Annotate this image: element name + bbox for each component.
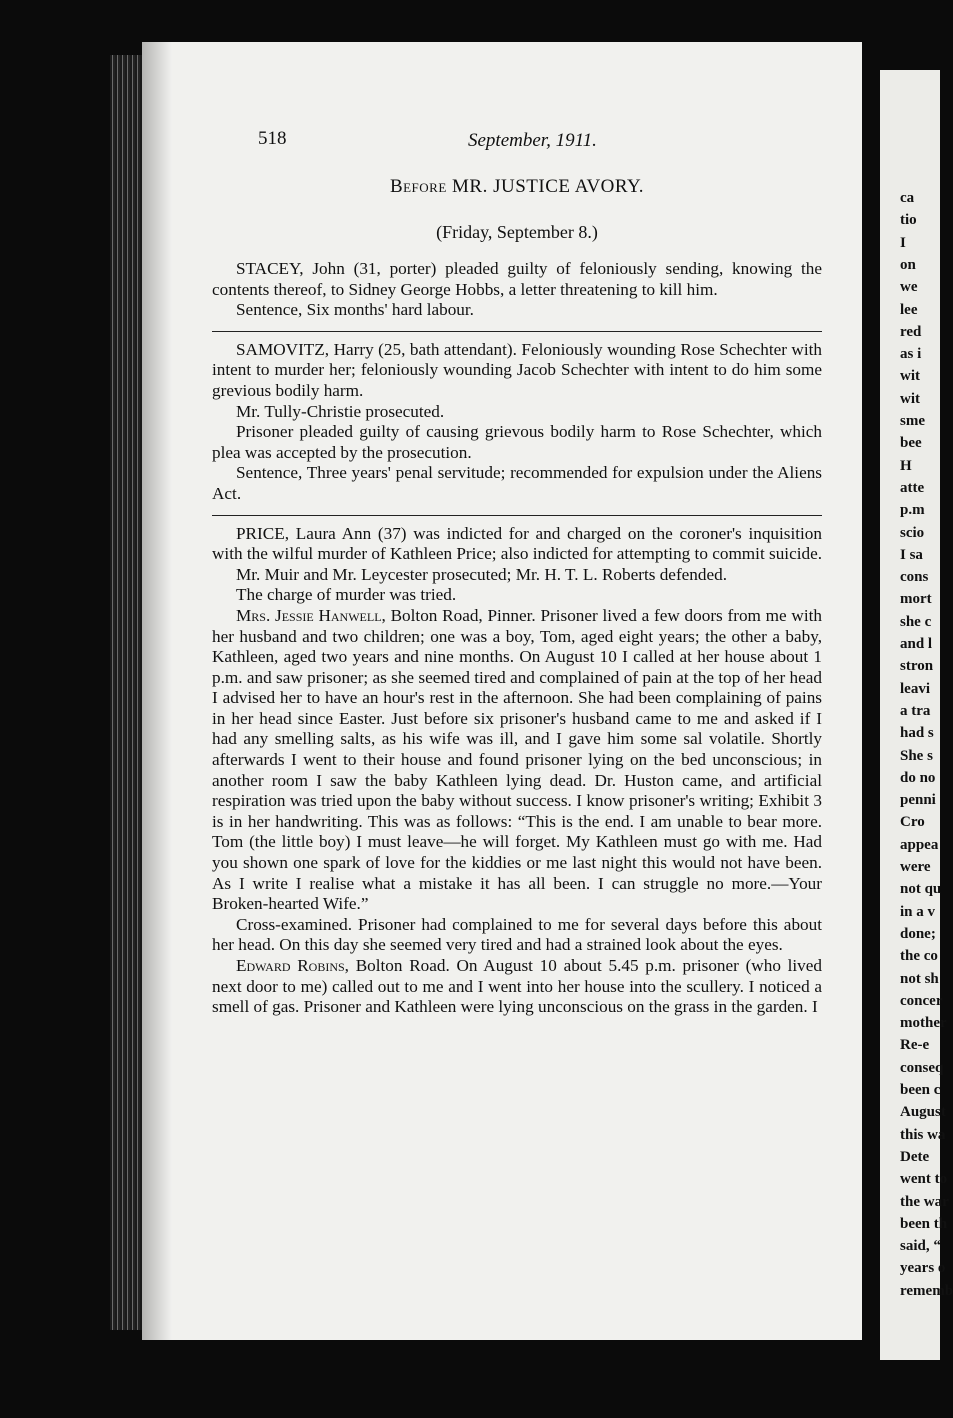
right-page-fragment: sme bbox=[900, 413, 925, 429]
right-page-fragment: lee bbox=[900, 301, 918, 318]
paragraph: Mr. Tully-Christie prosecuted. bbox=[236, 401, 445, 421]
right-page-fragment: mother bbox=[900, 1015, 947, 1032]
paragraph: Prisoner pleaded guilty of causing grievous bodily harm to Rose Schechter, which plea was accepted by the prosecution. bbox=[212, 422, 822, 462]
right-page-fragment: She s bbox=[900, 747, 933, 764]
witness-name: Edward Robins, bbox=[236, 956, 349, 975]
heading-prefix: Before bbox=[389, 176, 447, 197]
right-page-fragment: concer bbox=[900, 992, 943, 1009]
right-page-fragment: as i bbox=[900, 346, 922, 363]
page-content bbox=[212, 128, 822, 1018]
right-page-fragment: wit bbox=[900, 368, 920, 385]
paragraph: Cross-examined. Prisoner had complained to me for several days before this about her head. On this day she seemed very tired and had a strained look about the eyes. bbox=[212, 914, 822, 955]
right-page-fragment: do no bbox=[900, 769, 936, 786]
court-heading bbox=[212, 176, 822, 198]
witness-testimony: Bolton Road, Pinner. Prisoner lived a few doors from me with her husband and two children; one was a boy, Tom, aged eight years; the other a baby, Kathleen, aged two years and nine months. On August 10 I called at her house about 1 p.m. and saw prisoner; as she seemed tired and complained of pain at the top of her head I advised her to have an hour's rest in the afternoon. She had been complaining of pains in her head since Easter. Just before six prisoner's husband came to me and asked if I had any smelling salts, as his wife was ill, and I gave him some sal volatile. Shortly afterwards I went to their house and found prisoner lying on the bed unconscious; in another room I saw the baby Kathleen lying dead. Dr. Huston came, and artificial respiration was tried upon the baby without success. I know prisoner's writing; Exhibit 3 is in her handwriting. This was as follows: “This is the end. I am unable to bear more. Tom (the little boy) I must leave—he will forget. My Kathleen must go with me. Had you shown one spark of love for the kiddies or me last night this would not have been. As I write I realise what a mistake it has all been. I can struggle no more.—Your Broken-hearted Wife.” bbox=[212, 605, 822, 914]
case-stacey bbox=[212, 259, 822, 321]
right-page-fragment: been c bbox=[900, 1082, 941, 1098]
page-gutter-shadow bbox=[142, 42, 172, 1340]
page-number: 518 bbox=[258, 128, 287, 149]
right-page-fragment: she c bbox=[900, 613, 932, 630]
right-page-fragment: I sa bbox=[900, 546, 923, 563]
right-page-fragment: a tra bbox=[900, 702, 931, 719]
right-page-fragment: the war bbox=[900, 1193, 949, 1210]
right-page-fragment: p.m bbox=[900, 502, 925, 519]
paragraph bbox=[212, 956, 822, 1018]
running-head-date: September, 1911. bbox=[468, 130, 597, 151]
case-samovitz bbox=[212, 340, 822, 505]
paragraph: Sentence, Six months' hard labour. bbox=[236, 300, 474, 320]
right-page-fragment: this wa bbox=[900, 1126, 946, 1143]
paragraph: Mr. Muir and Mr. Leycester prosecuted; Mr. H. T. L. Roberts defended. bbox=[236, 564, 727, 584]
sitting-date: (Friday, September 8.) bbox=[436, 222, 598, 242]
right-page-fragment: mort bbox=[900, 591, 932, 608]
right-page-fragment: ca bbox=[900, 190, 915, 206]
case-divider bbox=[212, 331, 822, 332]
heading-judge: MR. JUSTICE AVORY. bbox=[452, 176, 645, 197]
right-page-fragment: leavi bbox=[900, 680, 930, 697]
right-page-fragment: had s bbox=[900, 725, 934, 742]
right-page-fragment: said, “ bbox=[900, 1238, 941, 1255]
case-divider bbox=[212, 515, 822, 516]
right-page-fragment: bee bbox=[900, 435, 922, 452]
left-page bbox=[142, 42, 862, 1340]
right-page-fragment: Re-e bbox=[900, 1037, 930, 1054]
paragraph bbox=[212, 606, 822, 915]
right-page-fragment: conseq bbox=[900, 1059, 944, 1076]
right-page-fragment: appea bbox=[900, 836, 939, 853]
right-page-fragment: not qu bbox=[900, 881, 942, 898]
right-page-fragment: cons bbox=[900, 569, 929, 586]
right-page-fragment: red bbox=[900, 323, 922, 340]
witness-name: Mrs. Jessie Hanwell, bbox=[236, 605, 386, 625]
case-price bbox=[212, 524, 822, 1018]
right-page-fragment: we bbox=[900, 279, 918, 296]
right-page-fragment: tio bbox=[900, 212, 917, 229]
right-page-fragment: atte bbox=[900, 479, 925, 496]
right-page-fragment: wit bbox=[900, 390, 920, 407]
right-page-fragment: scio bbox=[900, 524, 925, 541]
right-page-fragment: and l bbox=[900, 636, 933, 652]
paragraph: SAMOVITZ, Harry (25, bath attendant). Feloniously wounding Rose Schechter with intent to murder her; feloniously wounding Jacob Schechter with intent to do him some grevious bodily harm. bbox=[212, 339, 822, 400]
right-page-fragment: not sh bbox=[900, 970, 939, 987]
witness-testimony: Bolton Road. On August 10 about 5.45 p.m. prisoner (who lived next door to me) called out to me and I went into her house into the scullery. I noticed a smell of gas. Prisoner and Kathleen were lying unconscious on the grass in the garden. I bbox=[212, 956, 822, 1017]
right-page-fragment: stron bbox=[900, 658, 934, 675]
right-page-edge bbox=[880, 70, 953, 1360]
right-page-fragment: years o bbox=[900, 1260, 946, 1277]
paragraph: STACEY, John (31, porter) pleaded guilty of feloniously sending, knowing the contents thereof, to Sidney George Hobbs, a letter threatening to kill him. bbox=[212, 259, 822, 299]
paragraph: PRICE, Laura Ann (37) was indicted for and charged on the coroner's inquisition with the wilful murder of Kathleen Price; also indicted for attempting to commit suicide. bbox=[212, 523, 823, 564]
book-spine bbox=[110, 55, 144, 1330]
right-page-fragment: H bbox=[900, 457, 912, 474]
right-page-fragment: rememb bbox=[900, 1282, 953, 1299]
right-page-fragment: been th bbox=[900, 1215, 948, 1232]
right-page-fragment: Cro bbox=[900, 814, 925, 831]
right-page-fragment: penni bbox=[900, 792, 936, 809]
right-page-fragment: I bbox=[900, 234, 906, 251]
right-page-fragment: the co bbox=[900, 948, 938, 965]
right-page-fragment: on bbox=[900, 256, 916, 273]
running-head bbox=[212, 128, 822, 168]
paragraph: The charge of murder was tried. bbox=[236, 585, 457, 605]
right-page-fragment: August bbox=[900, 1104, 946, 1121]
paragraph: Sentence, Three years' penal servitude; recommended for expulsion under the Aliens Act. bbox=[212, 463, 822, 503]
right-page-fragment: were bbox=[900, 859, 931, 875]
right-page-fragment: went to bbox=[900, 1171, 948, 1188]
right-page-fragment: Dete bbox=[900, 1148, 930, 1165]
right-page-fragment: in a v bbox=[900, 903, 936, 920]
right-page-fragment: done; bbox=[900, 925, 936, 942]
